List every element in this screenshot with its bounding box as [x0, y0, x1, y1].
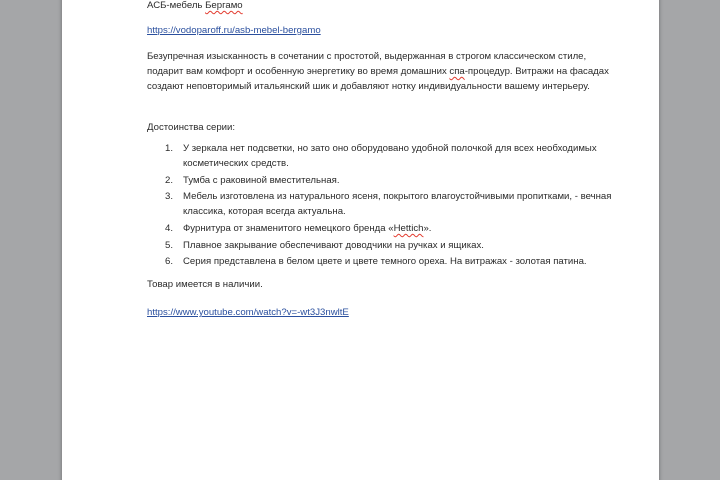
- site-link[interactable]: https://vodoparoff.ru/asb-mebel-bergamo: [147, 25, 321, 36]
- description-paragraph: [147, 49, 617, 94]
- document-title: [147, 0, 243, 13]
- list-item: [147, 189, 627, 219]
- advantages-label: Достоинства серии:: [147, 122, 236, 133]
- description-spell-word: спа: [449, 66, 465, 77]
- advantages-list: [147, 141, 627, 271]
- description-part2: -процедур. Витражи на фасадах создают неповторимый итальянский шик и добавляют нотку индивидуальности вашему интерьеру.: [147, 66, 609, 92]
- list-item-text: Тумба с раковиной вместительная.: [183, 174, 340, 186]
- list-item: [147, 221, 627, 236]
- title-prefix: АСБ-мебель: [147, 0, 206, 11]
- list-item: [147, 141, 627, 171]
- list-item: [147, 173, 627, 188]
- list-item: [147, 254, 627, 269]
- list-item-brand: Hettich: [393, 223, 424, 235]
- list-item-number: 1.: [165, 143, 174, 154]
- list-item-text-before: Фурнитура от знаменитого немецкого бренда «: [183, 223, 394, 235]
- list-item-number: 2.: [165, 174, 174, 186]
- list-item-number: 6.: [165, 256, 174, 268]
- description-part1: Безупречная изысканность в сочетании с простотой, выдержанная в строгом классическом стиле, подарит вам комфорт и особенную энергетику во время домашних: [147, 51, 587, 77]
- list-item-text: Серия представлена в белом цвете и цвете темного ореха. На витражах - золотая патина.: [183, 256, 587, 268]
- list-item-text: У зеркала нет подсветки, но зато оно оборудовано удобной полочкой для всех необходимых косметических средств.: [183, 143, 597, 169]
- list-item-number: 3.: [165, 191, 174, 203]
- list-item-number: 5.: [165, 239, 174, 251]
- list-item-number: 4.: [165, 223, 174, 235]
- list-item-text-after: ».: [423, 223, 432, 235]
- document-page[interactable]: [62, 0, 659, 480]
- availability-text: Товар имеется в наличии.: [147, 279, 263, 290]
- list-item: [147, 238, 627, 253]
- list-item-text: Плавное закрывание обеспечивают доводчики на ручках и ящиках.: [183, 239, 484, 251]
- video-link[interactable]: https://www.youtube.com/watch?v=-wt3J3nwltE: [147, 307, 349, 318]
- title-name: Бергамо: [205, 0, 243, 11]
- list-item-text: Мебель изготовлена из натурального ясеня, покрытого влагоустойчивыми пропитками, - вечная классика, которая всегда актуальна.: [183, 191, 612, 218]
